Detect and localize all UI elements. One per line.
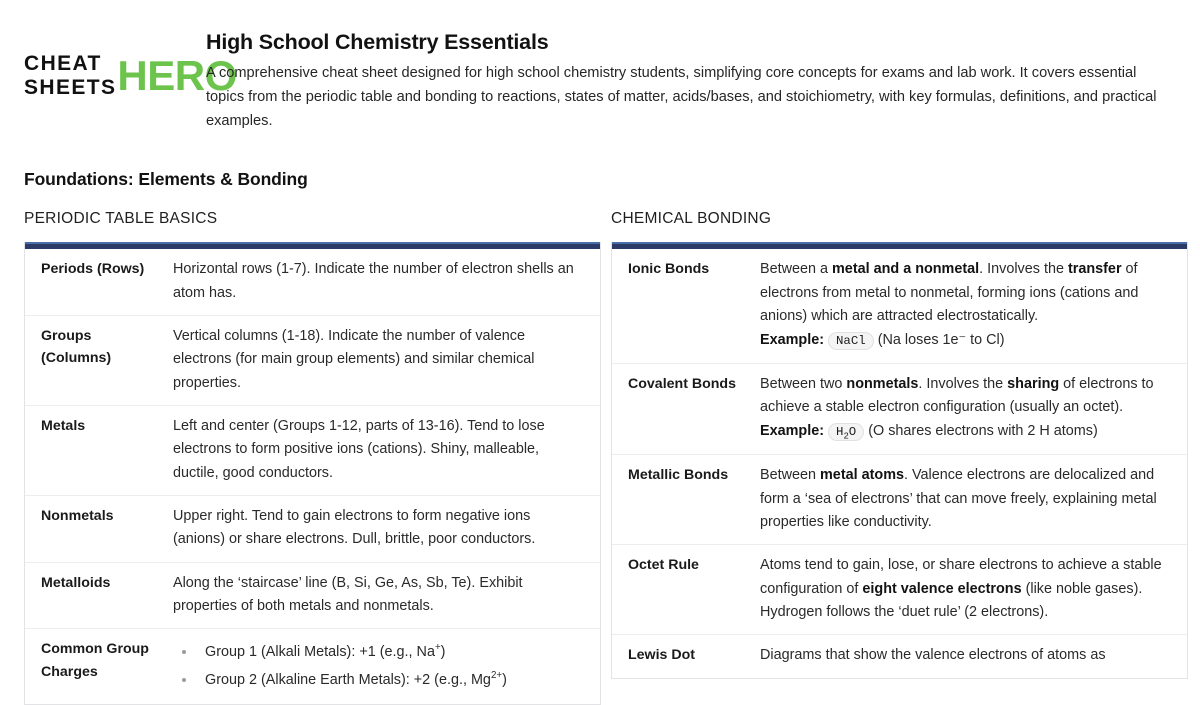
table-row-term: Groups (Columns) [41,328,112,367]
table-row [25,249,600,315]
table-row-definition [173,505,600,552]
table-periodic-table-basics [24,242,601,705]
table-row-definition [173,415,600,485]
content-columns [24,210,1176,705]
table-row [25,315,600,405]
brand-logo-hero: HERO [117,52,237,100]
brand-logo-line2: SHEETS [24,76,117,100]
column-heading-left: PERIODIC TABLE BASICS [24,210,218,228]
table-row-definition [173,325,600,395]
definition-text: Between two nonmetals. Involves the sharing of electrons to achieve a stable electron configuration (usually an octet). [760,375,1154,415]
table-accent-bar [612,242,1187,249]
table-row-definition [173,258,600,305]
definition-text: Between metal atoms. Valence electrons are delocalized and form a ‘sea of electrons’ that can move freely, explaining metal properties like conductivity. [760,467,1157,530]
table-row [612,544,1187,634]
table-row-term: Nonmetals [41,507,114,524]
table-row-definition [173,572,600,619]
page-header [24,0,1176,133]
section-title: Foundations: Elements & Bonding [24,169,308,190]
definition-text: Left and center (Groups 1-12, parts of 13-16). Tend to lose electrons to form positive ions (cations). Shiny, malleable, ductile, good conductors. [173,417,545,481]
table-row-definition [760,644,1187,667]
header-text-block [190,22,1176,133]
list-item: Group 2 (Alkaline Earth Metals): +2 (e.g., $Mg^{2+}$) [173,666,586,694]
table-row-term: Lewis Dot [628,647,696,664]
table-row-term: Common Group Charges [41,641,149,680]
table-row [25,495,600,562]
table-row-term: Ionic Bonds [628,261,710,278]
example-line [760,420,1173,444]
bullet-list [173,638,586,694]
page-description: A comprehensive cheat sheet designed for high school chemistry students, simplifying core concepts for exams and lab work. It covers essential topics from the periodic table and bonding to reactions, states of matter, acids/bases, and stoichiometry, with key formulas, definitions, and practical examples. [206,65,1157,129]
definition-text: Along the ‘staircase’ line (B, Si, Ge, As, Sb, Te). Exhibit properties of both metals and nonmetals. [173,574,523,614]
example-label: Example: [760,332,824,349]
table-row-term: Periods (Rows) [41,261,145,278]
table-chemical-bonding [611,242,1188,678]
column-heading-right: CHEMICAL BONDING [611,210,772,228]
table-row-term: Covalent Bonds [628,375,736,392]
brand-logo [24,22,237,101]
table-row-term: Metalloids [41,574,111,591]
brand-logo-stack [24,52,116,101]
table-row [25,628,600,704]
column-chemical-bonding [611,210,1188,705]
definition-text: Upper right. Tend to gain electrons to form negative ions (anions) or share electrons. Dull, brittle, poor conductors. [173,507,536,548]
page-title: High School Chemistry Essentials [206,30,549,54]
table-accent-bar [25,242,600,249]
table-row-definition [760,258,1187,352]
table-row-definition [760,464,1187,534]
example-line [760,329,1173,352]
table-body-left [25,249,600,704]
definition-text: Between a metal and a nonmetal. Involves the transfer of electrons from metal to nonmetal, forming ions (cations and anions) which are attracted electrostatically. [760,261,1139,324]
table-row-term: Metallic Bonds [628,467,729,484]
column-periodic-table-basics [24,210,601,705]
definition-text: Atoms tend to gain, lose, or share electrons to achieve a stable configuration of eight valence electrons (like noble gases). Hydrogen follows the ‘duet rule’ (2 electrons). [760,557,1162,620]
definition-text: Vertical columns (1-18). Indicate the number of valence electrons (for main group elements) and similar chemical properties. [173,328,535,391]
table-row [612,454,1187,544]
example-note: (Na loses 1e⁻ to Cl) [877,332,1005,349]
example-label: Example: [760,423,824,440]
table-row-definition [760,373,1187,445]
table-row [25,405,600,495]
table-row [612,634,1187,677]
table-row-definition [760,554,1187,624]
brand-logo-line1: CHEAT [24,52,102,75]
table-row [25,562,600,629]
table-row [612,249,1187,362]
table-row [612,363,1187,455]
definition-text: Horizontal rows (1-7). Indicate the number of electron shells an atom has. [173,261,574,301]
table-row-term: Octet Rule [628,557,699,574]
table-row-term: Metals [41,417,86,434]
example-code-chip: NaCl [828,332,874,350]
example-code-chip: $H_2O$ [828,423,864,441]
definition-text: Diagrams that show the valence electrons of atoms as [760,647,1106,664]
table-row-definition [173,638,600,694]
example-note: (O shares electrons with 2 H atoms) [868,423,1098,440]
table-body-right [612,249,1187,677]
list-item: Group 1 (Alkali Metals): +1 (e.g., Na+) [173,638,586,666]
